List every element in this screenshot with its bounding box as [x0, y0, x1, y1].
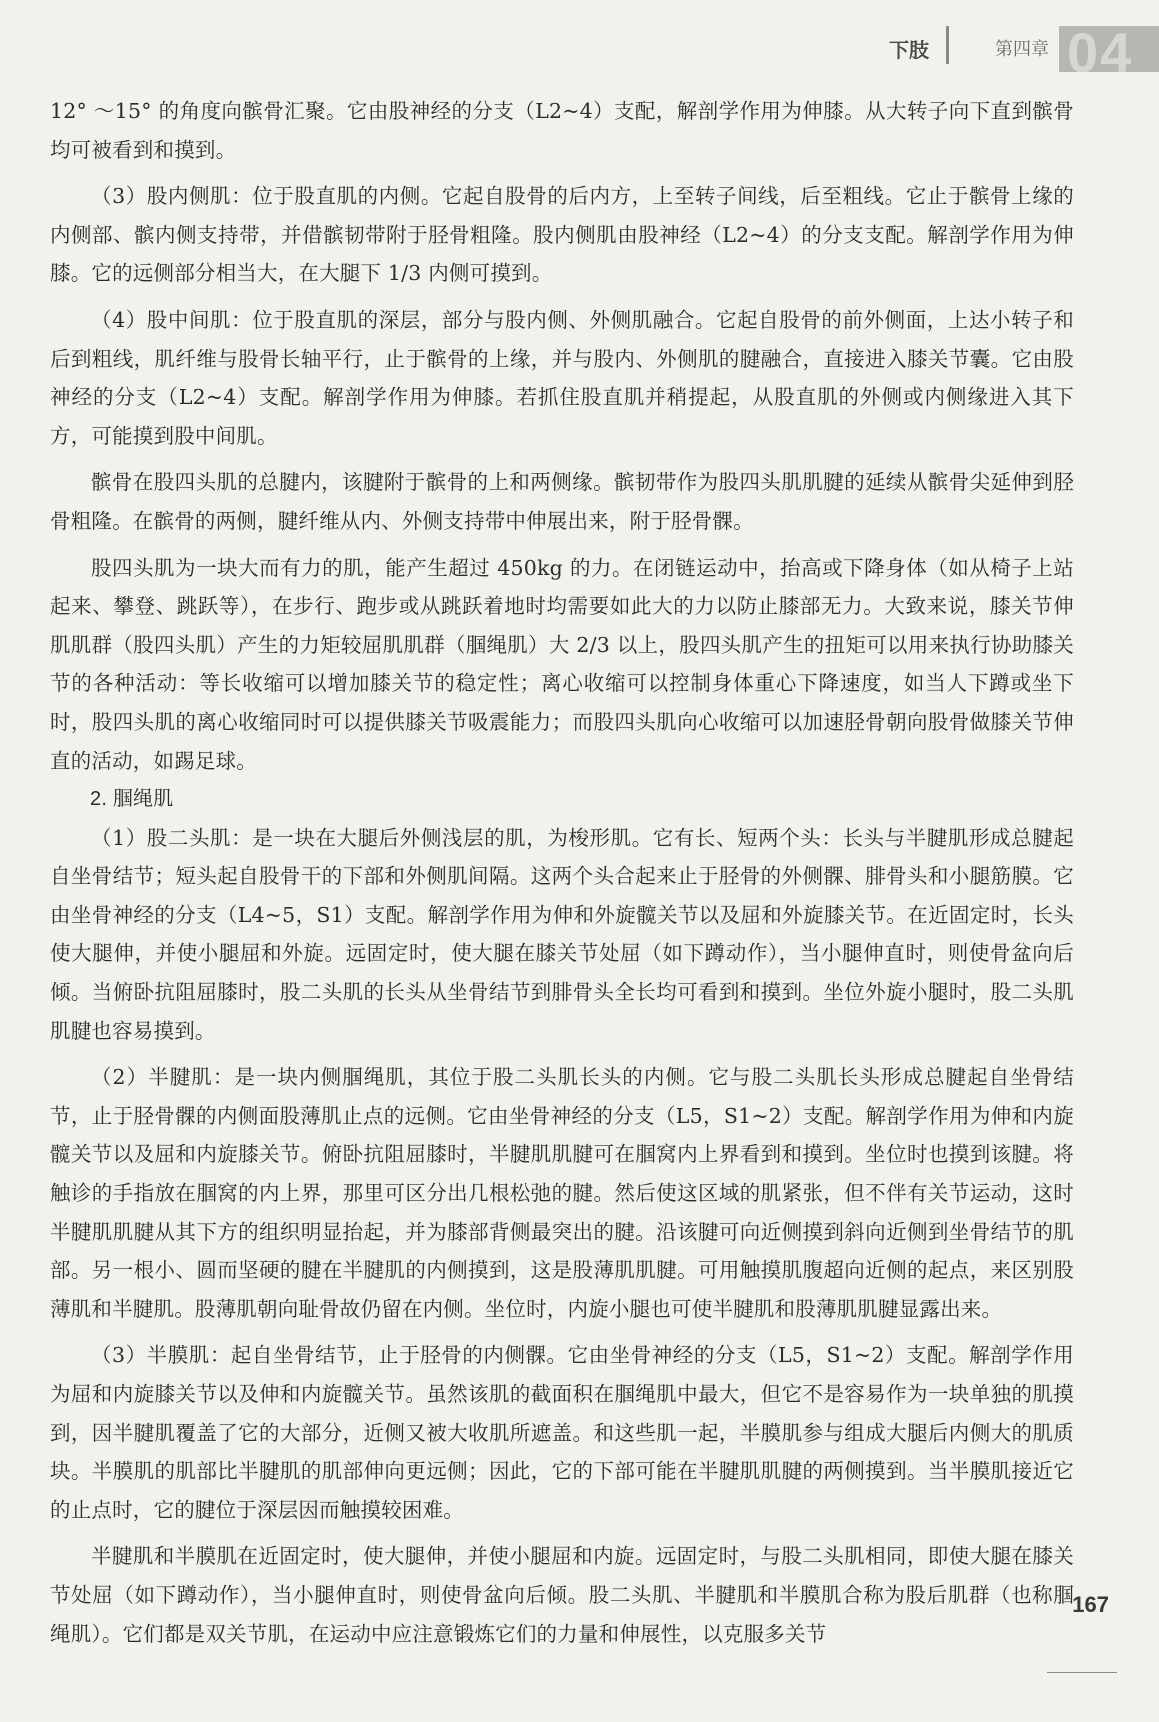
- page-number: 167: [1072, 1592, 1109, 1617]
- body-paragraph: （3）半膜肌：起自坐骨结节，止于胫骨的内侧髁。它由坐骨神经的分支（L5，S1~2）支配。解剖学作用为屈和内旋膝关节以及伸和内旋髋关节。虽然该肌的截面积在腘绳肌中最大，但它不是容易作为一块单独的肌摸到，因半腱肌覆盖了它的大部分，近侧又被大收肌所遮盖。和这些肌一起，半膜肌参与组成大腿后内侧大的肌质块。半膜肌的肌部比半腱肌的肌部伸向更远侧；因此，它的下部可能在半腱肌肌腱的两侧摸到。当半膜肌接近它的止点时，它的腱位于深层因而触摸较困难。: [50, 1343, 1074, 1522]
- page-body: [50, 92, 1074, 1653]
- body-paragraph: （3）股内侧肌：位于股直肌的内侧。它起自股骨的后内方，上至转子间线，后至粗线。它止于髌骨上缘的内侧部、髌内侧支持带，并借髌韧带附于胫骨粗隆。股内侧肌由股神经（L2~4）的分支支配。解剖学作用为伸膝。它的远侧部分相当大，在大腿下 1/3 内侧可摸到。: [50, 184, 1074, 286]
- body-paragraph: 髌骨在股四头肌的总腱内，该腱附于髌骨的上和两侧缘。髌韧带作为股四头肌肌腱的延续从髌骨尖延伸到胫骨粗隆。在髌骨的两侧，腱纤维从内、外侧支持带中伸展出来，附于胫骨髁。: [50, 470, 1074, 533]
- body-paragraph: 12° ～15° 的角度向髌骨汇聚。它由股神经的分支（L2~4）支配，解剖学作用为伸膝。从大转子向下直到髌骨均可被看到和摸到。: [50, 99, 1074, 162]
- header-chapter-label: 第四章: [995, 39, 1049, 60]
- footer-rule: [1047, 1672, 1117, 1673]
- section-heading: 2. 腘绳肌: [90, 788, 174, 811]
- body-paragraph: 股四头肌为一块大而有力的肌，能产生超过 450kg 的力。在闭链运动中，抬高或下降身体（如从椅子上站起来、攀登、跳跃等），在步行、跑步或从跳跃着地时均需要如此大的力以防止膝部无力。大致来说，膝关节伸肌肌群（股四头肌）产生的力矩较屈肌肌群（腘绳肌）大 2/3 以上，股四头肌产生的扭矩可以用来执行协助膝关节的各种活动：等长收缩可以增加膝关节的稳定性；离心收缩可以控制身体重心下降速度，如当人下蹲或坐下时，股四头肌的离心收缩同时可以提供膝关节吸震能力；而股四头肌向心收缩可以加速胫骨朝向股骨做膝关节伸直的活动，如踢足球。: [50, 555, 1074, 773]
- header-divider: [946, 26, 949, 64]
- header-section-title: 下肢: [889, 40, 929, 62]
- chapter-number: 04: [1067, 26, 1134, 72]
- body-paragraph: （2）半腱肌：是一块内侧腘绳肌，其位于股二头肌长头的内侧。它与股二头肌长头形成总腱起自坐骨结节，止于胫骨髁的内侧面股薄肌止点的远侧。它由坐骨神经的分支（L5，S1~2）支配。解剖学作用为伸和内旋髋关节以及屈和内旋膝关节。俯卧抗阻屈膝时，半腱肌肌腱可在腘窝内上界看到和摸到。坐位时也摸到该腱。将触诊的手指放在腘窝的内上界，那里可区分出几根松弛的腱。然后使这区域的肌紧张，但不伴有关节运动，这时半腱肌肌腱从其下方的组织明显抬起，并为膝部背侧最突出的腱。沿该腱可向近侧摸到斜向近侧到坐骨结节的肌部。另一根小、圆而坚硬的腱在半腱肌的内侧摸到，这是股薄肌肌腱。可用触摸肌腹超向近侧的起点，来区别股薄肌和半腱肌。股薄肌朝向耻骨故仍留在内侧。坐位时，内旋小腿也可使半腱肌和股薄肌肌腱显露出来。: [50, 1065, 1074, 1321]
- body-paragraph: （4）股中间肌：位于股直肌的深层，部分与股内侧、外侧肌融合。它起自股骨的前外侧面，上达小转子和后到粗线，肌纤维与股骨长轴平行，止于髌骨的上缘，并与股内、外侧肌的腱融合，直接进入膝关节囊。它由股神经的分支（L2~4）支配。解剖学作用为伸膝。若抓住股直肌并稍提起，从股直肌的外侧或内侧缘进入其下方，可能摸到股中间肌。: [50, 307, 1074, 448]
- body-paragraph: 半腱肌和半膜肌在近固定时，使大腿伸，并使小腿屈和内旋。远固定时，与股二头肌相同，即使大腿在膝关节处屈（如下蹲动作），当小腿伸直时，则使骨盆向后倾。股二头肌、半腱肌和半膜肌合称为股后肌群（也称腘绳肌）。它们都是双关节肌，在运动中应注意锻炼它们的力量和伸展性，以克服多关节: [50, 1544, 1074, 1646]
- body-paragraph: （1）股二头肌：是一块在大腿后外侧浅层的肌，为梭形肌。它有长、短两个头：长头与半腱肌形成总腱起自坐骨结节；短头起自股骨干的下部和外侧肌间隔。这两个头合起来止于胫骨的外侧髁、腓骨头和小腿筋膜。它由坐骨神经的分支（L4~5，S1）支配。解剖学作用为伸和外旋髋关节以及屈和外旋膝关节。在近固定时，长头使大腿伸，并使小腿屈和外旋。远固定时，使大腿在膝关节处屈（如下蹲动作），当小腿伸直时，则使骨盆向后倾。当俯卧抗阻屈膝时，股二头肌的长头从坐骨结节到腓骨头全长均可看到和摸到。坐位外旋小腿时，股二头肌肌腱也容易摸到。: [50, 825, 1074, 1043]
- page-header: [0, 26, 1159, 76]
- chapter-number-box: [1059, 26, 1159, 72]
